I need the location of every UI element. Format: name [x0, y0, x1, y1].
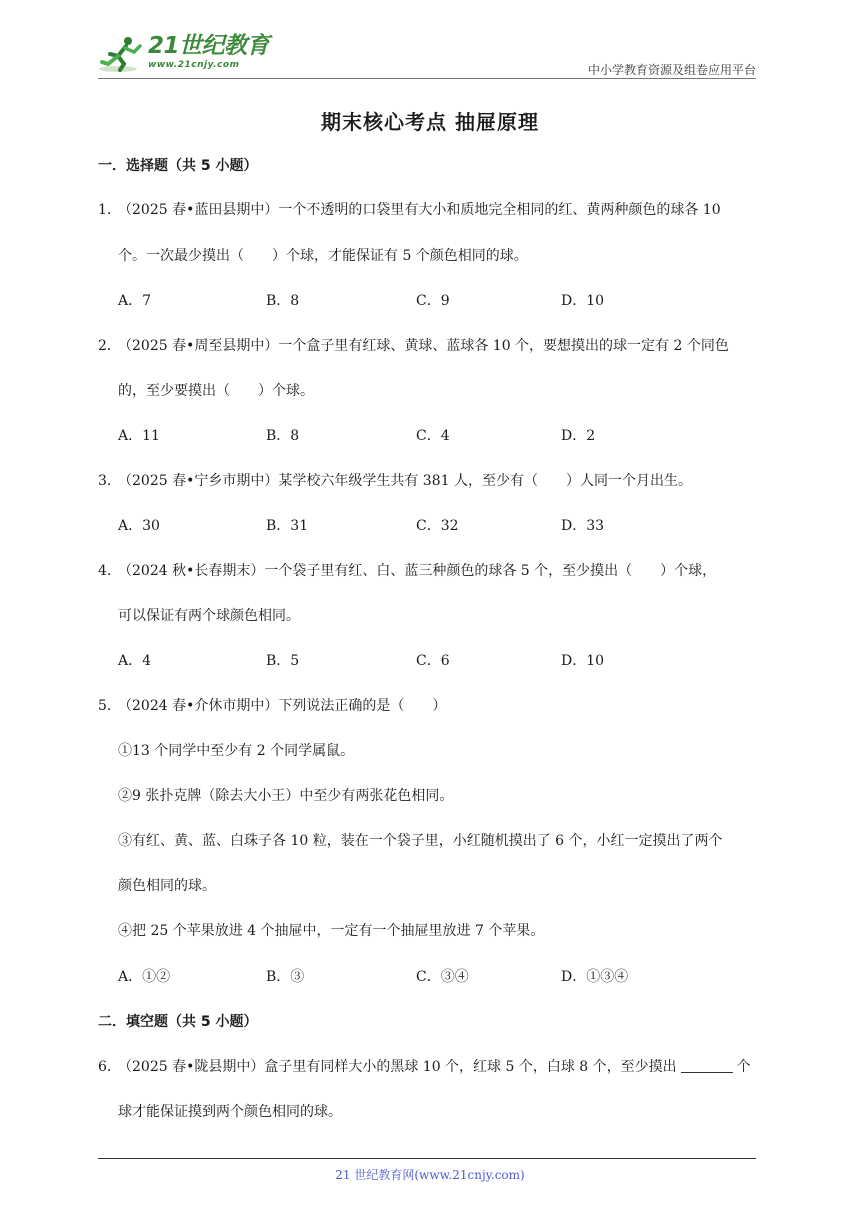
- site-logo[interactable]: [98, 34, 269, 74]
- option-d[interactable]: D．①③④: [561, 969, 629, 985]
- question-number: 4．: [98, 563, 121, 579]
- option-b[interactable]: B．8: [266, 293, 300, 309]
- question-text: （2025 春•蓝田县期中）一个不透明的口袋里有大小和质地完全相同的红、黄两种颜色的球各 10: [118, 202, 721, 218]
- question-number: 6．: [98, 1059, 121, 1075]
- page-title: 期末核心考点 抽屉原理: [321, 110, 539, 134]
- question-number: 5．: [98, 698, 121, 714]
- option-a[interactable]: A．30: [118, 518, 160, 534]
- footer-divider: [98, 1158, 756, 1159]
- question-2: [98, 336, 729, 356]
- section-heading-fill-blank: 二．填空题（共 5 小题）: [98, 1014, 258, 1030]
- question-text: （2024 春•介休市期中）下列说法正确的是（ ）: [118, 698, 447, 714]
- question-number: 1．: [98, 202, 121, 218]
- statement-3-continued: 颜色相同的球。: [118, 878, 216, 894]
- question-text: （2025 春•宁乡市期中）某学校六年级学生共有 381 人，至少有（ ）人同一个月出生。: [118, 473, 692, 489]
- question-6-continued: 球才能保证摸到两个颜色相同的球。: [118, 1104, 342, 1120]
- option-c[interactable]: C．9: [416, 293, 450, 309]
- statement-4: ④把 25 个苹果放进 4 个抽屉中，一定有一个抽屉里放进 7 个苹果。: [118, 923, 545, 939]
- statement-3: ③有红、黄、蓝、白珠子各 10 粒，装在一个袋子里，小红随机摸出了 6 个，小红一定摸出了两个: [118, 833, 723, 849]
- option-d[interactable]: D．2: [561, 428, 596, 444]
- option-a[interactable]: A．①②: [118, 969, 171, 985]
- question-text-tail: 个: [736, 1059, 751, 1075]
- question-text: （2024 秋•长春期末）一个袋子里有红、白、蓝三种颜色的球各 5 个，至少摸出（ ）个球，: [118, 563, 717, 579]
- option-a[interactable]: A．4: [118, 653, 152, 669]
- question-1: [98, 200, 721, 220]
- option-b[interactable]: B．8: [266, 428, 300, 444]
- option-c[interactable]: C．6: [416, 653, 450, 669]
- platform-name: 中小学教育资源及组卷应用平台: [587, 63, 756, 77]
- question-5: [98, 696, 446, 716]
- header-divider: [98, 78, 756, 79]
- page-header: [98, 30, 756, 78]
- option-b[interactable]: B．31: [266, 518, 309, 534]
- question-number: 3．: [98, 473, 121, 489]
- question-number: 2．: [98, 338, 121, 354]
- question-2-continued: 的，至少要摸出（ ）个球。: [118, 383, 314, 399]
- statement-1: ①13 个同学中至少有 2 个同学属鼠。: [118, 743, 355, 759]
- footer-link[interactable]: 21 世纪教育网(www.21cnjy.com): [335, 1168, 525, 1182]
- option-c[interactable]: C．32: [416, 518, 459, 534]
- option-d[interactable]: D．33: [561, 518, 605, 534]
- answer-blank[interactable]: [681, 1058, 733, 1073]
- option-a[interactable]: A．11: [118, 428, 160, 444]
- question-6: [98, 1057, 751, 1077]
- question-text: （2025 春•周至县期中）一个盒子里有红球、黄球、蓝球各 10 个，要想摸出的球一定有 2 个同色: [118, 338, 729, 354]
- section-heading-choice: 一．选择题（共 5 小题）: [98, 158, 258, 174]
- option-a[interactable]: A．7: [118, 293, 152, 309]
- logo-wordmark: 21世纪教育: [148, 33, 270, 59]
- option-b[interactable]: B．③: [266, 969, 305, 985]
- option-b[interactable]: B．5: [266, 653, 300, 669]
- option-d[interactable]: D．10: [561, 293, 605, 309]
- question-3: [98, 471, 692, 491]
- question-1-continued: 个。一次最少摸出（ ）个球，才能保证有 5 个颜色相同的球。: [118, 248, 528, 264]
- question-4: [98, 561, 716, 581]
- option-c[interactable]: C．4: [416, 428, 450, 444]
- statement-2: ②9 张扑克牌（除去大小王）中至少有两张花色相同。: [118, 788, 454, 804]
- option-d[interactable]: D．10: [561, 653, 605, 669]
- option-c[interactable]: C．③④: [416, 969, 469, 985]
- question-text: （2025 春•陇县期中）盒子里有同样大小的黑球 10 个，红球 5 个，白球 8 个，至少摸出: [118, 1059, 677, 1075]
- question-4-continued: 可以保证有两个球颜色相同。: [118, 608, 300, 624]
- runner-icon: [98, 34, 146, 74]
- logo-url: www.21cnjy.com: [148, 60, 240, 70]
